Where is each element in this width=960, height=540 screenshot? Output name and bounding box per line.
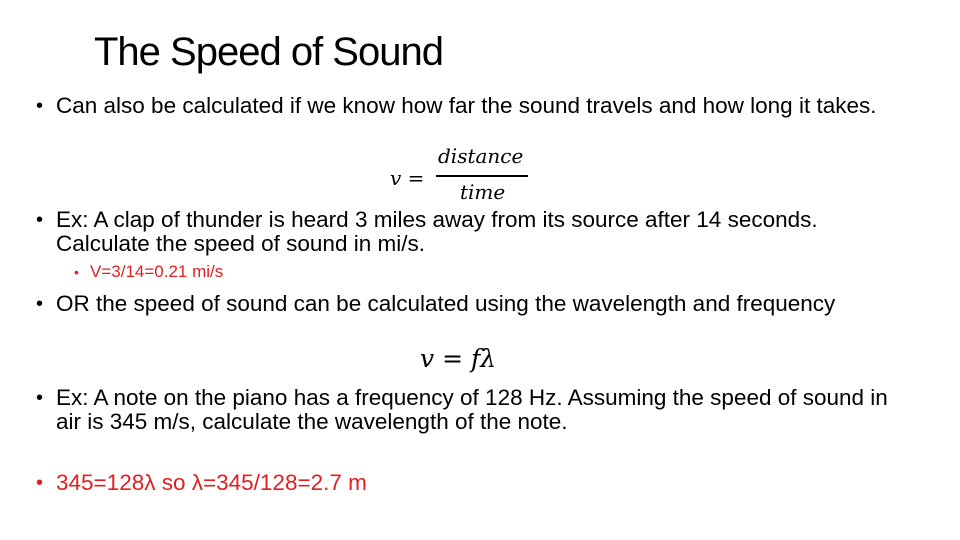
bullet-3: • OR the speed of sound can be calculated using the wavelength and frequency (40, 292, 906, 316)
fraction-bar (436, 175, 528, 177)
bullet-5-answer: • 345=128λ so λ=345/128=2.7 m (40, 471, 906, 495)
formula-numerator: distance (438, 144, 524, 168)
slide-title: The Speed of Sound (94, 30, 443, 74)
formula-lhs: v = (390, 166, 425, 190)
bullet-1: • Can also be calculated if we know how far the sound travels and how long it takes. (40, 94, 906, 118)
bullet-4: • Ex: A note on the piano has a frequency of 128 Hz. Assuming the speed of sound in air is 345 m/s, calculate the wavelength of the note. (40, 386, 906, 434)
formula-denominator: time (460, 180, 506, 204)
formula-distance-over-time (388, 144, 548, 206)
sub-bullet-answer: • V=3/14=0.21 mi/s (76, 262, 490, 282)
bullet-2: • Ex: A clap of thunder is heard 3 miles away from its source after 14 seconds. Calculate the speed of sound in mi/s. (40, 208, 906, 256)
formula-wave-equation: v = fλ (420, 344, 497, 373)
